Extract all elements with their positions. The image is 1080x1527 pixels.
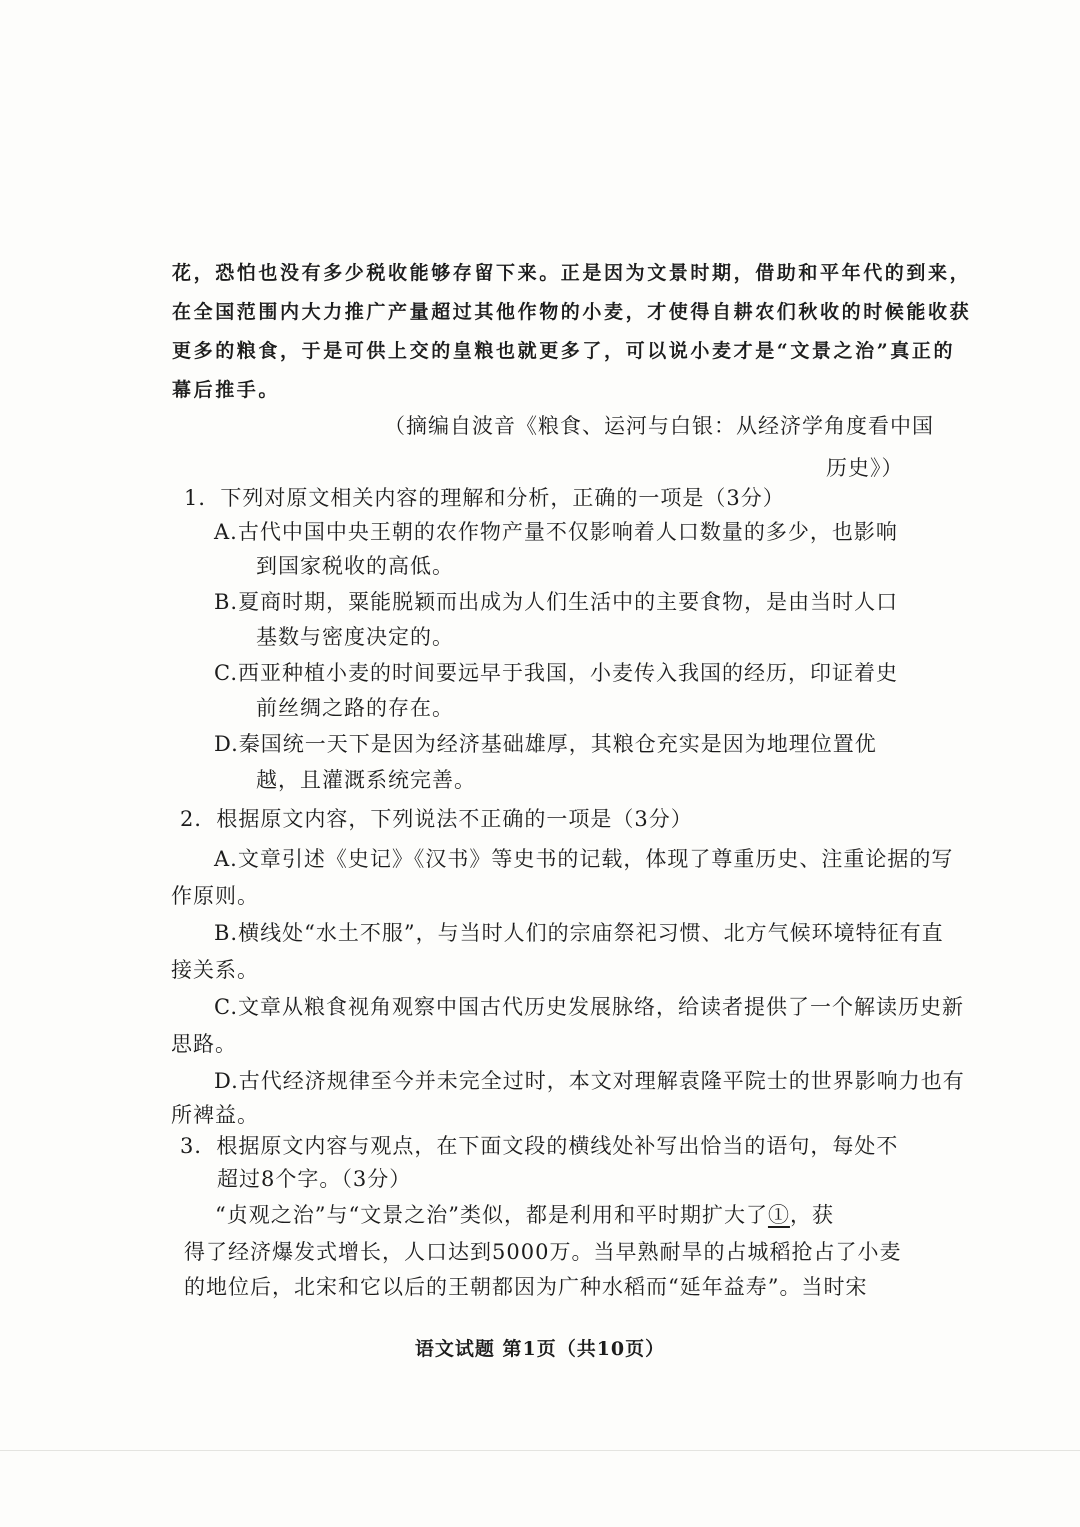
q2-option-b: B.横线处“水土不服”，与当时人们的宗庙祭祀习惯、北方气候环境特征有直 — [214, 921, 944, 945]
question-3-stem-cont: 超过8个字。（3分） — [217, 1167, 412, 1191]
q1-option-a: A.古代中国中央王朝的农作物产量不仅影响着人口数量的多少，也影响 — [214, 520, 898, 544]
source-citation-cont: 历史》） — [826, 456, 904, 480]
q1-option-a-cont: 到国家税收的高低。 — [256, 554, 454, 578]
q1-option-d: D.秦国统一天下是因为经济基础雄厚，其粮仓充实是因为地理位置优 — [214, 732, 877, 756]
q3-paragraph-line: 的地位后，北宋和它以后的王朝都因为广种水稻而“延年益寿”。当时宋 — [184, 1275, 868, 1299]
q2-option-c-cont: 思路。 — [171, 1032, 237, 1056]
q3-paragraph-line: 得了经济爆发式增长，人口达到5000万。当早熟耐旱的占城稻抢占了小麦 — [184, 1240, 902, 1264]
passage-line: 更多的粮食，于是可供上交的皇粮也就更多了，可以说小麦才是“文景之治”真正的 — [172, 340, 956, 362]
q2-option-a-cont: 作原则。 — [171, 884, 259, 908]
q2-option-a: A.文章引述《史记》《汉书》等史书的记载，体现了尊重历史、注重论据的写 — [214, 847, 954, 871]
q1-option-b: B.夏商时期，粟能脱颖而出成为人们生活中的主要食物，是由当时人口 — [214, 590, 899, 614]
q2-option-b-cont: 接关系。 — [171, 958, 259, 982]
q1-option-b-cont: 基数与密度决定的。 — [256, 625, 454, 649]
blank-1: ① — [767, 1203, 790, 1227]
question-3-stem: 3．根据原文内容与观点，在下面文段的横线处补写出恰当的语句，每处不 — [180, 1134, 899, 1158]
passage-line: 在全国范围内大力推广产量超过其他作物的小麦，才使得自耕农们秋收的时候能收获 — [172, 301, 972, 323]
scan-edge — [0, 1450, 1080, 1451]
passage-line: 幕后推手。 — [172, 379, 281, 401]
question-1-stem: 1．下列对原文相关内容的理解和分析，正确的一项是（3分） — [184, 486, 785, 510]
q2-option-d: D.古代经济规律至今并未完全过时，本文对理解袁隆平院士的世界影响力也有 — [214, 1069, 965, 1093]
page-footer: 语文试题 第1页（共10页） — [414, 1338, 666, 1360]
q1-option-d-cont: 越，且灌溉系统完善。 — [256, 768, 476, 792]
q2-option-c: C.文章从粮食视角观察中国古代历史发展脉络，给读者提供了一个解读历史新 — [214, 995, 964, 1019]
source-citation: （摘编自波音《粮食、运河与白银：从经济学角度看中国 — [384, 414, 934, 438]
q1-option-c: C.西亚种植小麦的时间要远早于我国，小麦传入我国的经历，印证着史 — [214, 661, 898, 685]
q3-text: “贞观之治”与“文景之治”类似，都是利用和平时期扩大了 — [215, 1203, 768, 1227]
q2-option-d-cont: 所裨益。 — [171, 1103, 259, 1127]
passage-line: 花，恐怕也没有多少税收能够存留下来。正是因为文景时期，借助和平年代的到来， — [172, 262, 972, 284]
q3-paragraph-line — [215, 1199, 834, 1229]
q1-option-c-cont: 前丝绸之路的存在。 — [256, 696, 454, 720]
question-2-stem: 2．根据原文内容，下列说法不正确的一项是（3分） — [180, 807, 693, 831]
q3-text: ，获 — [789, 1203, 834, 1227]
